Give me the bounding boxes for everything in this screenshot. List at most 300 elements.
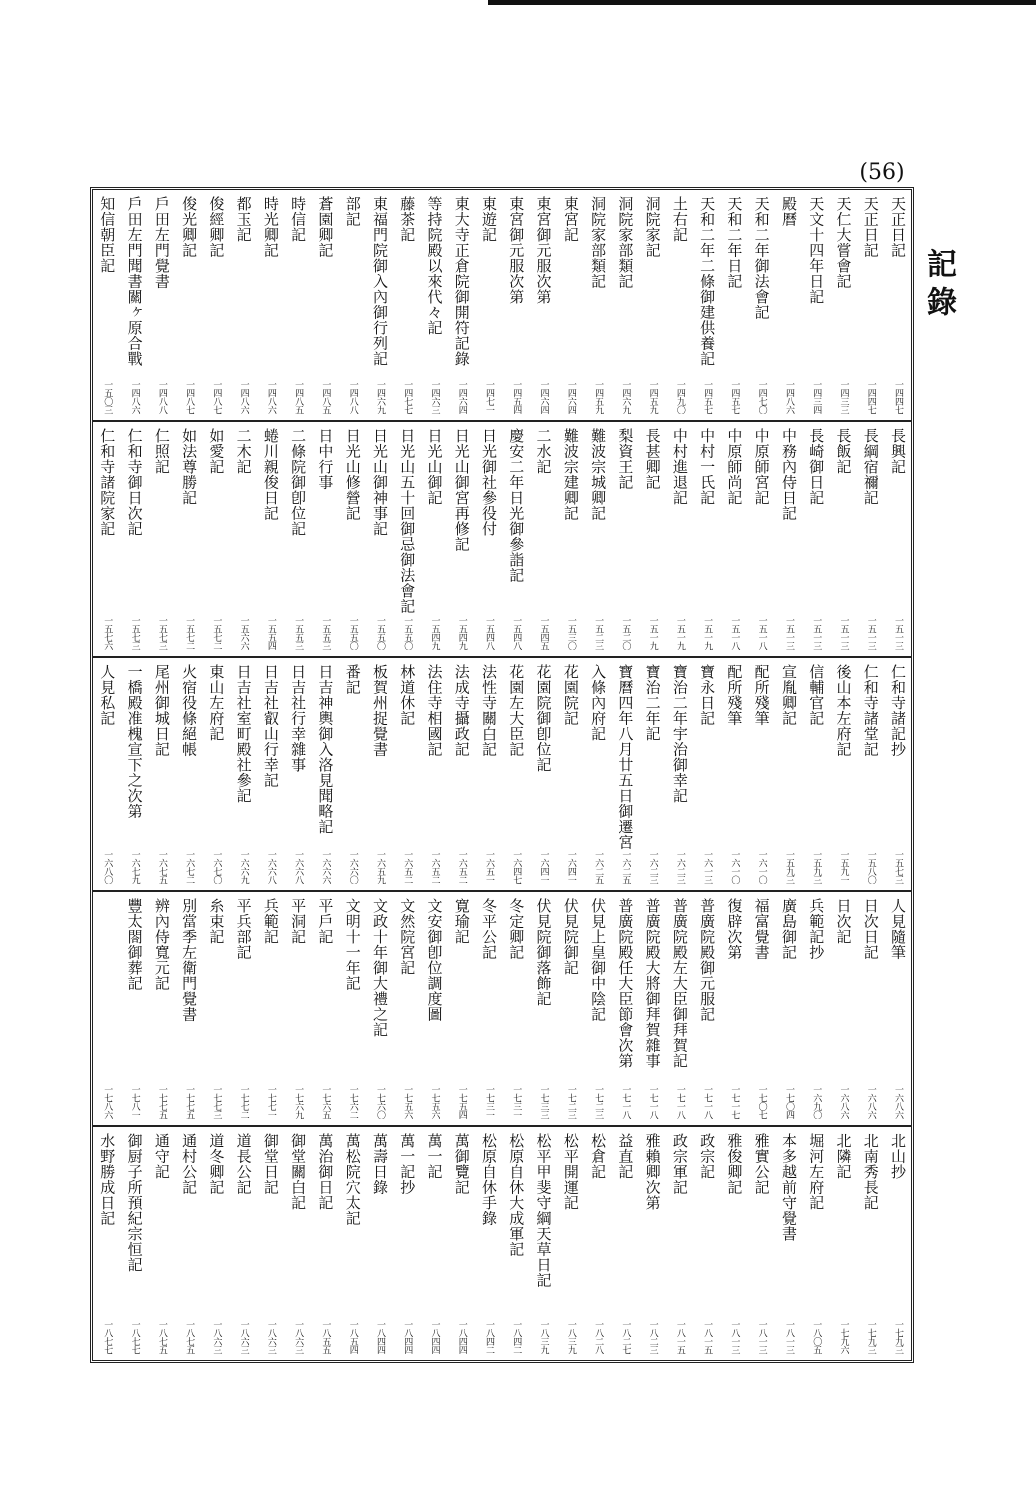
entry-page-number: 一四八五 — [320, 380, 331, 414]
index-entry — [338, 1127, 365, 1360]
index-entry — [693, 892, 720, 1125]
index-entry — [393, 658, 420, 890]
entry-page-number: 一五〇三 — [102, 380, 113, 414]
entry-title: 松倉記 — [589, 1133, 608, 1180]
entry-title: 戶田左門覺書 — [152, 196, 171, 289]
entry-title: 普廣院殿任大臣節會次第 — [616, 898, 635, 1069]
entry-page-number: 一八一三 — [783, 1320, 794, 1354]
entry-page-number: 一五九一 — [838, 850, 849, 884]
entry-page-number: 一四四七 — [865, 380, 876, 414]
index-entry — [475, 190, 502, 420]
entry-title: 仁和寺諸院家記 — [98, 428, 117, 537]
entry-page-number: 一五一八 — [729, 616, 740, 650]
entry-title: 萬松院穴太記 — [343, 1133, 362, 1226]
index-entry — [638, 422, 665, 656]
entry-page-number: 一五五四 — [265, 616, 276, 650]
index-entries — [93, 190, 911, 420]
entry-page-number: 一五七三 — [129, 616, 140, 650]
index-entry — [638, 658, 665, 890]
entry-title: 中村一氏記 — [698, 428, 717, 506]
entry-title: 別當季左衛門覺書 — [180, 898, 199, 1022]
index-entry — [856, 892, 883, 1125]
index-entry — [148, 892, 175, 1125]
index-entry — [311, 892, 338, 1125]
entry-title: 平戶記 — [316, 898, 335, 945]
entry-title: 伏見上皇御中陰記 — [589, 898, 608, 1022]
index-entry — [529, 1127, 556, 1360]
index-entry — [611, 1127, 638, 1360]
index-entries — [93, 422, 911, 656]
entry-page-number: 一四八七 — [211, 380, 222, 414]
index-entry — [856, 190, 883, 420]
entry-title: 難波宗建卿記 — [561, 428, 580, 521]
index-entry — [611, 658, 638, 890]
entry-title: 梨資王記 — [616, 428, 635, 490]
entry-page-number: 一八四四 — [374, 1320, 385, 1354]
entry-title: 雅實公記 — [752, 1133, 771, 1195]
entry-page-number: 一五一九 — [647, 616, 658, 650]
index-entry — [475, 422, 502, 656]
entry-title: 兵範記抄 — [807, 898, 826, 960]
index-entry — [338, 658, 365, 890]
index-entry — [284, 190, 311, 420]
entry-page-number: 一七三一 — [511, 1085, 522, 1119]
entry-page-number: 一五七三 — [156, 616, 167, 650]
entry-title: 仁照記 — [152, 428, 171, 475]
index-entry — [366, 1127, 393, 1360]
entry-title: 伏見院御落飾記 — [534, 898, 553, 1007]
entry-page-number: 一八六三 — [238, 1320, 249, 1354]
index-entry — [775, 892, 802, 1125]
entry-title: 藤茶記 — [398, 196, 417, 243]
entry-title: 俊經卿記 — [207, 196, 226, 258]
index-entry — [693, 422, 720, 656]
index-entry — [420, 658, 447, 890]
entry-page-number: 一八二三 — [647, 1320, 658, 1354]
entry-page-number: 一六八六 — [893, 1085, 903, 1119]
entry-page-number: 一七五四 — [456, 1085, 467, 1119]
index-entry — [557, 658, 584, 890]
entry-page-number: 一六一〇 — [729, 850, 740, 884]
index-tier — [93, 658, 911, 892]
entry-title: 如法尊勝記 — [180, 428, 199, 506]
entry-page-number: 一五七二 — [211, 616, 222, 650]
entry-page-number: 一四六九 — [620, 380, 631, 414]
index-entry — [393, 1127, 420, 1360]
entry-title: 林道休記 — [398, 664, 417, 726]
entry-title: 文安御卽位調度圖 — [425, 898, 444, 1022]
entry-page-number: 一四五九 — [647, 380, 658, 414]
entry-title: 花園院記 — [561, 664, 580, 726]
entry-title: 日次記 — [834, 898, 853, 945]
index-entry — [638, 892, 665, 1125]
index-entry — [175, 658, 202, 890]
index-tier — [93, 190, 911, 422]
entry-title: 東大寺正倉院御開符記錄 — [452, 196, 471, 367]
entry-page-number: 一六七五 — [156, 850, 167, 884]
entry-page-number: 一五九三 — [783, 850, 794, 884]
entry-page-number: 一五七六 — [102, 616, 113, 650]
index-entry — [666, 422, 693, 656]
entry-page-number: 一八三九 — [538, 1320, 549, 1354]
entry-title: 洞院家部類記 — [589, 196, 608, 289]
entry-page-number: 一六四七 — [511, 850, 522, 884]
entry-page-number: 一六二三 — [647, 850, 658, 884]
entry-title: 長興記 — [889, 428, 907, 475]
index-entry — [447, 892, 474, 1125]
index-entries — [93, 1127, 911, 1360]
entry-title: 萬一記抄 — [398, 1133, 417, 1195]
index-entries — [93, 892, 911, 1125]
entry-page-number: 一五一九 — [702, 616, 713, 650]
entry-page-number: 一四四七 — [893, 380, 903, 414]
entry-title: 尾州御城日記 — [152, 664, 171, 757]
entry-title: 寶永日記 — [698, 664, 717, 726]
index-entry — [747, 658, 774, 890]
entry-title: 土右記 — [670, 196, 689, 243]
entry-page-number: 一四八七 — [184, 380, 195, 414]
index-entry — [311, 1127, 338, 1360]
entry-title: 仁和寺諸堂記 — [861, 664, 880, 757]
index-entry — [638, 190, 665, 420]
index-entry — [856, 422, 883, 656]
entry-title: 知信朝臣記 — [98, 196, 117, 274]
entry-page-number: 一七五六 — [429, 1085, 440, 1119]
entry-title: 文明十一年記 — [343, 898, 362, 991]
index-entry — [175, 892, 202, 1125]
index-entry — [802, 190, 829, 420]
index-entry — [584, 190, 611, 420]
entry-title: 萬壽日錄 — [370, 1133, 389, 1195]
entry-page-number: 一四八八 — [347, 380, 358, 414]
entry-page-number: 一七一八 — [647, 1085, 658, 1119]
index-entry — [666, 658, 693, 890]
index-entry — [802, 422, 829, 656]
index-entry — [420, 422, 447, 656]
entry-title: 宣胤卿記 — [779, 664, 798, 726]
entry-page-number: 一五二〇 — [620, 616, 631, 650]
index-entry — [284, 1127, 311, 1360]
entry-title: 堀河左府記 — [807, 1133, 826, 1211]
entry-title: 御堂日記 — [261, 1133, 280, 1195]
index-entry — [584, 892, 611, 1125]
category-heading: 記錄 — [921, 248, 956, 324]
entry-page-number: 一六一三 — [702, 850, 713, 884]
index-entry — [884, 190, 911, 420]
entry-title: 蜷川親俊日記 — [261, 428, 280, 521]
entry-title: 萬治御日記 — [316, 1133, 335, 1211]
index-entry — [93, 190, 120, 420]
entry-page-number: 一四八六 — [238, 380, 249, 414]
index-entry — [393, 422, 420, 656]
index-entry — [257, 1127, 284, 1360]
index-entry — [884, 1127, 911, 1360]
index-entry — [120, 422, 147, 656]
entry-page-number: 一八七七 — [129, 1320, 140, 1354]
entry-title: 普廣院殿大將御拜賀雜事 — [643, 898, 662, 1069]
index-entry — [257, 190, 284, 420]
entry-title: 時信記 — [289, 196, 308, 243]
entry-page-number: 一四七一 — [484, 380, 495, 414]
entry-title: 冬定卿記 — [507, 898, 526, 960]
top-rule — [488, 0, 1036, 5]
entry-page-number: 一五四九 — [429, 616, 440, 650]
entry-title: 二條院御卽位記 — [289, 428, 308, 537]
entry-title: 蒼園卿記 — [316, 196, 335, 258]
entry-title: 部記 — [343, 196, 362, 227]
entry-title: 中原師宮記 — [752, 428, 771, 506]
entry-title: 長飯記 — [834, 428, 853, 475]
index-entry — [747, 422, 774, 656]
index-entry — [720, 422, 747, 656]
entry-page-number: 一八四四 — [456, 1320, 467, 1354]
entry-page-number: 一六九〇 — [811, 1085, 822, 1119]
index-entry — [148, 190, 175, 420]
entry-title: 通村公記 — [180, 1133, 199, 1195]
entry-title: 東遊記 — [480, 196, 499, 243]
entry-page-number: 一四六四 — [456, 380, 467, 414]
entry-page-number: 一六五二 — [456, 850, 467, 884]
entry-title: 伏見院御記 — [561, 898, 580, 976]
index-entry — [93, 422, 120, 656]
entry-title: 長崎御日記 — [807, 428, 826, 506]
index-entry — [775, 1127, 802, 1360]
entry-title: 仁和寺御日次記 — [125, 428, 144, 537]
entry-title: 日中行事 — [316, 428, 335, 490]
index-entry — [229, 658, 256, 890]
entry-title: 配所殘筆 — [752, 664, 771, 726]
entry-page-number: 一七八六 — [102, 1085, 113, 1119]
index-entry — [257, 658, 284, 890]
index-entry — [884, 658, 911, 890]
index-entry — [638, 1127, 665, 1360]
index-entry — [338, 190, 365, 420]
index-entry — [93, 1127, 120, 1360]
entry-title: 寶治二年宇治御幸記 — [670, 664, 689, 804]
entry-title: 東山左府記 — [207, 664, 226, 742]
entry-title: 寶曆四年八月廿五日御遷宮 — [616, 664, 635, 850]
entry-title: 平兵部記 — [234, 898, 253, 960]
entry-title: 日吉社叡山行幸記 — [261, 664, 280, 788]
index-entry — [338, 422, 365, 656]
entry-page-number: 一八六三 — [211, 1320, 222, 1354]
entry-page-number: 一五五三 — [320, 616, 331, 650]
entry-page-number: 一六八〇 — [102, 850, 113, 884]
index-entry — [584, 1127, 611, 1360]
index-entry — [366, 190, 393, 420]
entry-title: 日光山修營記 — [343, 428, 362, 521]
entry-page-number: 一五四九 — [456, 616, 467, 650]
entry-title: 洞院家部類記 — [616, 196, 635, 289]
entry-title: 人見私記 — [98, 664, 117, 726]
entry-page-number: 一八四四 — [429, 1320, 440, 1354]
entry-page-number: 一四五七 — [729, 380, 740, 414]
entry-title: 萬一記 — [425, 1133, 444, 1180]
entry-page-number: 一八五五 — [320, 1320, 331, 1354]
index-entry — [584, 422, 611, 656]
index-entry — [175, 1127, 202, 1360]
entry-page-number: 一七〇七 — [756, 1085, 767, 1119]
index-entry — [229, 190, 256, 420]
index-entry — [475, 658, 502, 890]
index-entry — [420, 1127, 447, 1360]
entry-title: 政宗記 — [698, 1133, 717, 1180]
entry-page-number: 一八六三 — [265, 1320, 276, 1354]
entry-page-number: 一七九三 — [865, 1320, 876, 1354]
entry-title: 人見隨筆 — [889, 898, 907, 960]
entry-page-number: 一七一八 — [674, 1085, 685, 1119]
index-entry — [775, 190, 802, 420]
index-entry — [856, 1127, 883, 1360]
index-entry — [202, 658, 229, 890]
entry-page-number: 一六五九 — [374, 850, 385, 884]
entry-page-number: 一八七五 — [156, 1320, 167, 1354]
index-tier — [93, 1127, 911, 1360]
entry-title: 天正日記 — [861, 196, 880, 258]
index-entry — [229, 1127, 256, 1360]
index-entry — [229, 892, 256, 1125]
page-number: (56) — [859, 160, 905, 185]
index-entry — [502, 422, 529, 656]
entry-page-number: 一四八五 — [293, 380, 304, 414]
index-entry — [93, 658, 120, 890]
entry-page-number: 一五一三 — [865, 616, 876, 650]
entry-title: 天仁大嘗會記 — [834, 196, 853, 289]
entry-title: 水野勝成日記 — [98, 1133, 117, 1226]
entry-title: 日光山五十回御忌御法會記 — [398, 428, 417, 614]
entry-title: 日吉社行幸雜事 — [289, 664, 308, 773]
entry-page-number: 一五七二 — [184, 616, 195, 650]
entry-page-number: 一六二五 — [593, 850, 604, 884]
entry-title: 配所殘筆 — [725, 664, 744, 726]
entry-title: 雅俊卿記 — [725, 1133, 744, 1195]
entry-page-number: 一五二三 — [593, 616, 604, 650]
index-entry — [366, 892, 393, 1125]
entry-page-number: 一八四二 — [511, 1320, 522, 1354]
index-entry — [148, 1127, 175, 1360]
entry-title: 日吉社室町殿社參記 — [234, 664, 253, 804]
entry-page-number: 一七二三 — [593, 1085, 604, 1119]
index-entry — [557, 892, 584, 1125]
entry-page-number: 一四六九 — [374, 380, 385, 414]
index-entry — [666, 892, 693, 1125]
entry-title: 福富覺書 — [752, 898, 771, 960]
entry-page-number: 一五五三 — [293, 616, 304, 650]
entry-page-number: 一四七七 — [402, 380, 413, 414]
index-entry — [611, 190, 638, 420]
index-entry — [475, 892, 502, 1125]
index-entry — [447, 422, 474, 656]
index-entry — [229, 422, 256, 656]
entry-title: 本多越前守覺書 — [779, 1133, 798, 1242]
index-entry — [502, 1127, 529, 1360]
entry-title: 通守記 — [152, 1133, 171, 1180]
entry-page-number: 一七九六 — [838, 1320, 849, 1354]
entry-title: 北南秀長記 — [861, 1133, 880, 1211]
index-entry — [693, 190, 720, 420]
entry-page-number: 一四六三 — [429, 380, 440, 414]
entry-title: 長綱宿禰記 — [861, 428, 880, 506]
entry-page-number: 一四八六 — [265, 380, 276, 414]
entry-page-number: 一五五〇 — [402, 616, 413, 650]
index-entry — [720, 190, 747, 420]
entry-page-number: 一六六八 — [265, 850, 276, 884]
entry-page-number: 一五一三 — [838, 616, 849, 650]
entry-page-number: 一五七三 — [893, 850, 903, 884]
entry-title: 辨內侍寬元記 — [152, 898, 171, 991]
entry-page-number: 一五四五 — [538, 616, 549, 650]
index-entry — [311, 190, 338, 420]
entry-page-number: 一六八六 — [838, 1085, 849, 1119]
entry-page-number: 一七一八 — [702, 1085, 713, 1119]
entry-title: 萬御覽記 — [452, 1133, 471, 1195]
index-entry — [884, 422, 911, 656]
entry-page-number: 一五五〇 — [374, 616, 385, 650]
index-entry — [311, 422, 338, 656]
entry-page-number: 一八一五 — [702, 1320, 713, 1354]
entry-page-number: 一八〇五 — [811, 1320, 822, 1354]
entry-page-number: 一八一五 — [674, 1320, 685, 1354]
entry-page-number: 一六四一 — [565, 850, 576, 884]
entry-page-number: 一四五七 — [702, 380, 713, 414]
entry-page-number: 一四八六 — [129, 380, 140, 414]
entry-title: 兵範記 — [261, 898, 280, 945]
entry-page-number: 一六七二 — [184, 850, 195, 884]
entry-title: 火宿役條絕帳 — [180, 664, 199, 757]
index-entry — [666, 190, 693, 420]
entry-title: 日光山御宮再修記 — [452, 428, 471, 552]
entry-title: 松原自休大成軍記 — [507, 1133, 526, 1257]
index-entry — [120, 190, 147, 420]
index-entry — [557, 422, 584, 656]
entry-page-number: 一八五四 — [347, 1320, 358, 1354]
entry-title: 冬平公記 — [480, 898, 499, 960]
entry-title: 番記 — [343, 664, 362, 695]
entry-page-number: 一八四二 — [484, 1320, 495, 1354]
index-entry — [693, 658, 720, 890]
entry-title: 花園左大臣記 — [507, 664, 526, 757]
index-entry — [775, 422, 802, 656]
entry-title: 普廣院殿御元服記 — [698, 898, 717, 1022]
index-entry — [257, 892, 284, 1125]
entry-page-number: 一七三三 — [538, 1085, 549, 1119]
entry-title: 寶治二年記 — [643, 664, 662, 742]
entry-page-number: 一五九三 — [811, 850, 822, 884]
index-entry — [502, 892, 529, 1125]
entry-title: 雅賴卿次第 — [643, 1133, 662, 1211]
index-entry — [120, 1127, 147, 1360]
index-entry — [475, 1127, 502, 1360]
entry-page-number: 一八二八 — [593, 1320, 604, 1354]
entry-page-number: 一六一〇 — [756, 850, 767, 884]
index-entry — [829, 190, 856, 420]
entry-page-number: 一四九〇 — [674, 380, 685, 414]
entry-title: 文然院宮記 — [398, 898, 417, 976]
index-entry — [775, 658, 802, 890]
index-tier — [93, 892, 911, 1127]
entry-page-number: 一七六二 — [347, 1085, 358, 1119]
index-entry — [447, 658, 474, 890]
entry-title: 日光山御神事記 — [370, 428, 389, 537]
index-entry — [420, 892, 447, 1125]
entry-page-number: 一七九三 — [893, 1320, 903, 1354]
entry-title: 都玉記 — [234, 196, 253, 243]
entry-title: 寛瑜記 — [452, 898, 471, 945]
index-entry — [120, 892, 147, 1125]
entry-title: 日次日記 — [861, 898, 880, 960]
entry-title: 松平開運記 — [561, 1133, 580, 1211]
index-entry — [747, 892, 774, 1125]
